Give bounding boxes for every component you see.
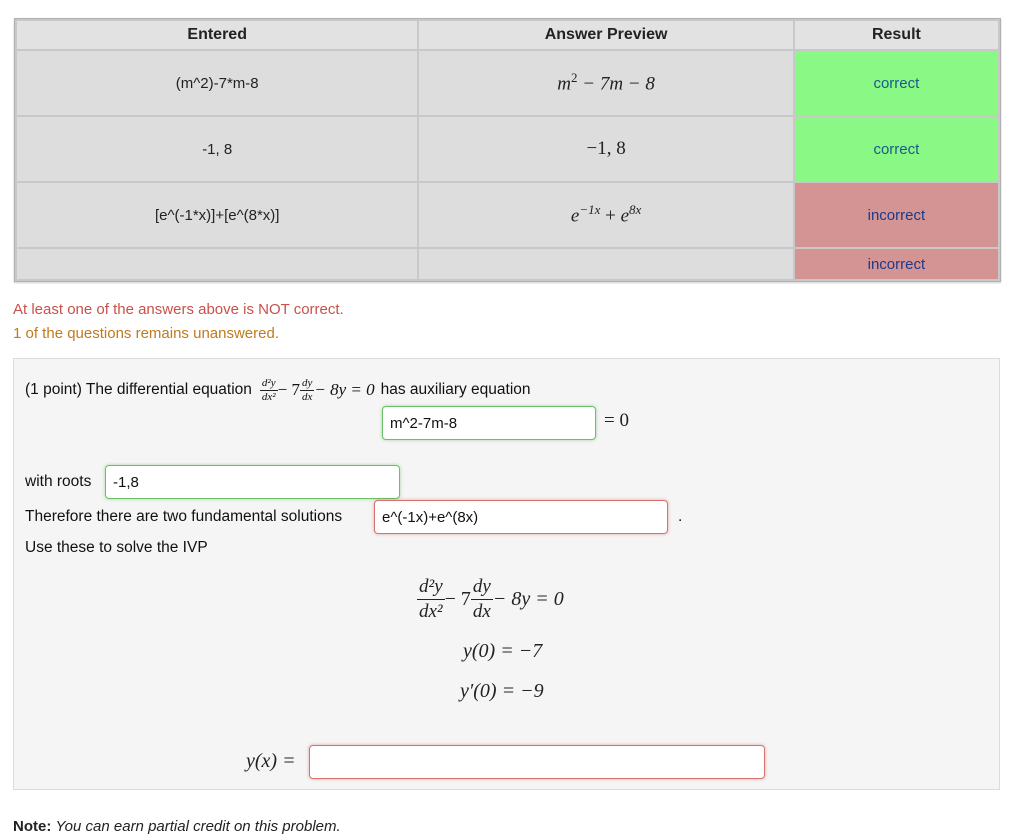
initial-condition-2: y′(0) = −9 <box>460 680 544 702</box>
preview-cell: $m^2 - 7m - 8$ <box>419 51 792 115</box>
auxiliary-equation-input[interactable] <box>382 406 596 440</box>
entered-cell: [e^(-1*x)]+[e^(8*x)] <box>17 183 417 247</box>
aux-label: has auxiliary equation <box>380 381 531 398</box>
header-entered: Entered <box>17 21 417 49</box>
results-header-row <box>17 21 998 49</box>
problem-box <box>13 358 1000 790</box>
table-row <box>17 183 998 247</box>
entered-cell <box>17 249 417 279</box>
problem-intro: (1 point) The differential equation <box>25 381 252 398</box>
problem-statement <box>25 371 531 409</box>
solution-input[interactable] <box>309 745 765 779</box>
result-cell: correct <box>795 51 998 115</box>
entered-cell: (m^2)-7*m-8 <box>17 51 417 115</box>
results-table <box>14 18 1001 282</box>
header-answer-preview: Answer Preview <box>419 21 792 49</box>
entered-cell: -1, 8 <box>17 117 417 181</box>
period: . <box>678 508 683 525</box>
ode-inline: $\frac{\text{d²y}}{\text{dx²}}$ − 7 $\frac{dy}{dx}$ − 8y = 0 <box>261 376 375 403</box>
note-label: Note: <box>13 818 52 835</box>
answer-label: y(x) = <box>246 750 296 772</box>
roots-input[interactable] <box>105 465 400 499</box>
result-cell: incorrect <box>795 183 998 247</box>
result-cell: incorrect <box>795 249 998 279</box>
ivp-label: Use these to solve the IVP <box>25 539 208 556</box>
roots-label: with roots <box>25 473 92 490</box>
result-cell: correct <box>795 117 998 181</box>
fundamental-solutions-label: Therefore there are two fundamental solutions <box>25 508 343 525</box>
note-text: You can earn partial credit on this problem. <box>55 818 341 835</box>
unanswered-message: 1 of the questions remains unanswered. <box>13 325 279 342</box>
preview-cell <box>419 249 792 279</box>
not-correct-message: At least one of the answers above is NOT correct. <box>13 301 344 318</box>
table-row <box>17 117 998 181</box>
aux-equals-zero: = 0 <box>604 410 629 431</box>
ivp-ode: $\frac{\text{d²y}}{\text{dx²}}$ − 7 $\frac{dy}{dx}$ − 8y = 0 <box>419 576 564 622</box>
preview-cell: $e^{-1x} + e^{8x}$ <box>419 183 792 247</box>
initial-condition-1: y(0) = −7 <box>463 640 543 662</box>
preview-cell: −1, 8 <box>419 117 792 181</box>
note <box>13 818 341 835</box>
table-row <box>17 249 998 279</box>
fundamental-solutions-input[interactable] <box>374 500 668 534</box>
table-row <box>17 51 998 115</box>
header-result: Result <box>795 21 998 49</box>
